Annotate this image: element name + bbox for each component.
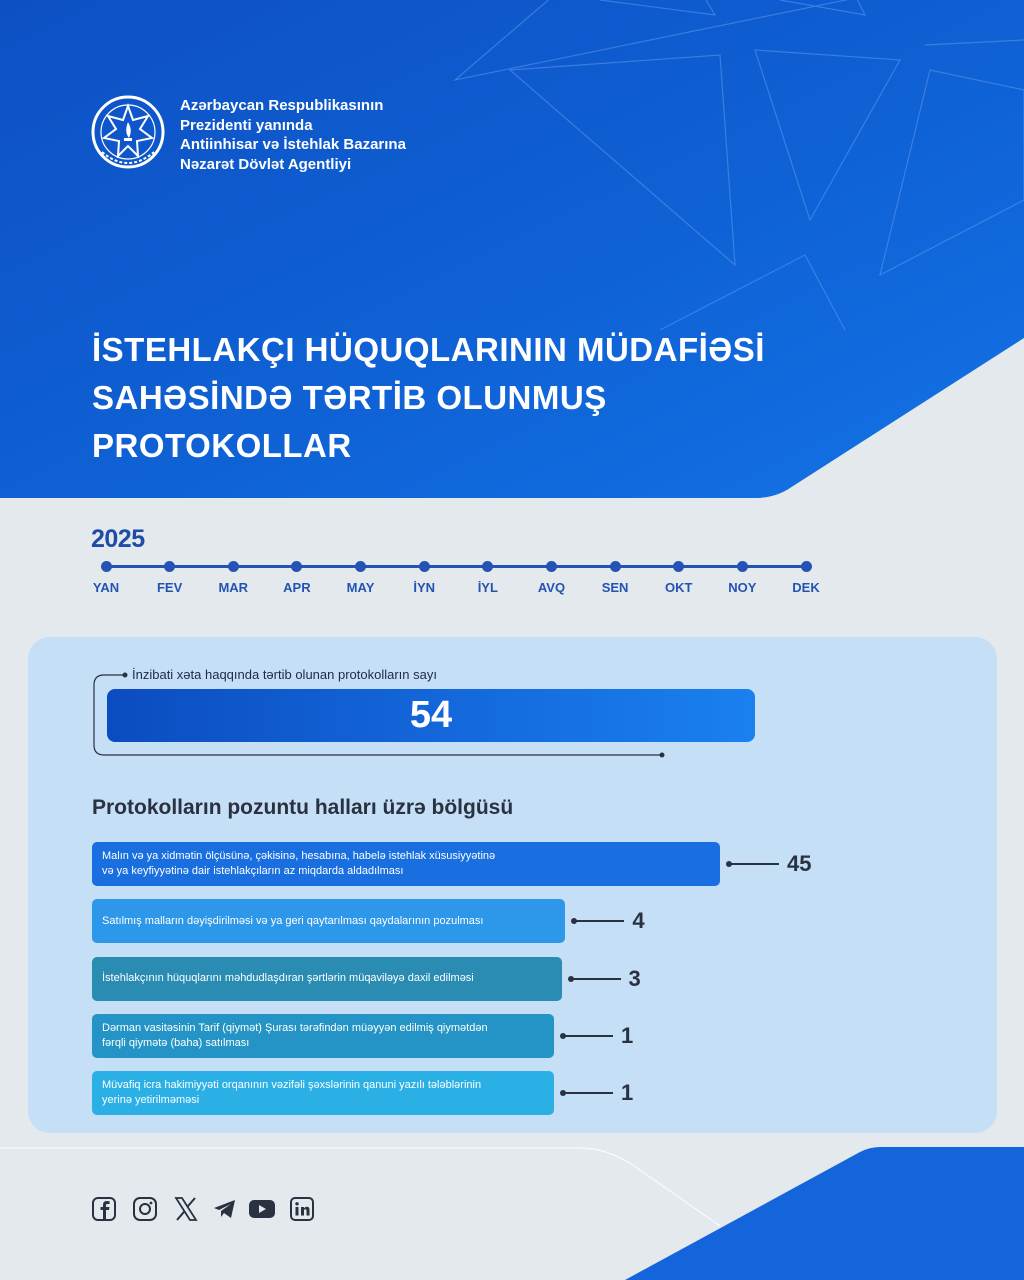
timeline-month-label: NOY <box>728 580 757 595</box>
breakdown-connector-dot <box>568 976 574 982</box>
breakdown-connector-dot <box>560 1033 566 1039</box>
timeline-month-label: APR <box>283 580 311 595</box>
instagram-icon[interactable] <box>132 1196 158 1222</box>
breakdown-connector <box>571 978 621 980</box>
agency-name-line: Prezidenti yanında <box>180 116 313 134</box>
timeline-month-label: İYN <box>413 580 435 595</box>
breakdown-bar <box>92 899 565 943</box>
breakdown-connector <box>574 920 624 922</box>
breakdown-value-label: 45 <box>787 851 812 876</box>
agency-name-line: Nəzarət Dövlət Agentliyi <box>180 155 352 173</box>
timeline-dot <box>482 561 493 572</box>
timeline-dot <box>291 561 302 572</box>
timeline-month-label: YAN <box>92 580 120 595</box>
timeline-month-label: SEN <box>601 580 629 595</box>
breakdown-value-label: 1 <box>621 1022 634 1048</box>
timeline-month-label: FEV <box>156 580 183 595</box>
x-icon[interactable] <box>173 1196 199 1222</box>
breakdown-connector <box>729 863 779 865</box>
timeline-dot <box>546 561 557 572</box>
telegram-icon[interactable] <box>212 1196 238 1222</box>
agency-emblem-icon <box>88 88 168 176</box>
total-protocols-bar <box>107 689 755 742</box>
timeline-dot <box>228 561 239 572</box>
agency-name-line: Azərbaycan Respublikasının <box>180 97 384 114</box>
breakdown-bar-label <box>102 849 495 879</box>
agency-name <box>180 96 406 174</box>
breakdown-bar-label-line: İstehlakçının hüquqlarını məhdudlaşdıran şərtlərin müqaviləyə daxil edilməsi <box>102 972 474 984</box>
page-title-line: PROTOKOLLAR <box>92 427 352 464</box>
timeline-line <box>106 565 806 568</box>
breakdown-bar-label-line: Müvafiq icra hakimiyyəti orqanının vəzifəli şəxslərinin qanuni yazılı tələblərinin <box>102 1079 482 1091</box>
page-title-line: İSTEHLAKÇI HÜQUQLARININ MÜDAFİƏSİ <box>92 331 765 368</box>
timeline-dot <box>610 561 621 572</box>
timeline-year: 2025 <box>91 525 145 553</box>
breakdown-bar-label <box>102 914 483 929</box>
youtube-icon[interactable] <box>248 1196 276 1222</box>
breakdown-connector <box>563 1092 613 1094</box>
breakdown-connector-dot <box>726 861 732 867</box>
breakdown-connector <box>563 1035 613 1037</box>
breakdown-bar-label-line: fərqli qiymətə (baha) satılması <box>102 1036 250 1049</box>
timeline-month-label: İYL <box>477 580 498 595</box>
timeline-month-label: MAY <box>346 580 375 595</box>
breakdown-bar-label-line: Dərman vasitəsinin Tarif (qiymət) Şurası tərəfindən müəyyən edilmiş qiymətdən <box>102 1021 488 1034</box>
breakdown-value-label: 1 <box>621 1080 634 1105</box>
linkedin-icon[interactable] <box>289 1196 315 1222</box>
total-protocols-label: İnzibati xəta haqqında tərtib olunan protokolların sayı <box>132 667 437 682</box>
breakdown-bar-label-line: və ya keyfiyyətinə dair istehlakçıların az miqdarda aldadılması <box>102 865 404 877</box>
timeline-dot <box>355 561 366 572</box>
breakdown-value-label: 3 <box>628 965 641 991</box>
page-title-line: SAHƏSİNDƏ TƏRTİB OLUNMUŞ <box>92 379 607 416</box>
breakdown-bar-label-line: yerinə yetirilməməsi <box>102 1094 200 1106</box>
breakdown-bar-label-line: Malın və ya xidmətin ölçüsünə, çəkisinə, hesabına, habelə istehlak xüsusiyyətinə <box>102 850 496 862</box>
timeline-month-label: AVQ <box>537 580 566 595</box>
timeline-month-label: MAR <box>218 580 249 595</box>
breakdown-bar <box>92 957 562 1001</box>
breakdown-value-label: 4 <box>632 908 645 934</box>
timeline-dot <box>737 561 748 572</box>
page-title <box>92 326 852 470</box>
breakdown-bar <box>92 1014 554 1058</box>
timeline-dot <box>164 561 175 572</box>
agency-name-line: Antiinhisar və İstehlak Bazarına <box>180 136 406 153</box>
breakdown-bar-label-line: Satılmış malların dəyişdirilməsi və ya geri qaytarılması qaydalarının pozulması <box>102 914 484 927</box>
breakdown-bar-label <box>102 1021 488 1051</box>
total-protocols-value: 54 <box>409 694 453 736</box>
timeline-dot <box>419 561 430 572</box>
timeline-dot <box>101 561 112 572</box>
breakdown-title: Protokolların pozuntu halları üzrə bölgüsü <box>92 796 514 819</box>
breakdown-connector-dot <box>560 1090 566 1096</box>
breakdown-bar <box>92 1071 554 1115</box>
timeline-month-label: DEK <box>792 580 820 595</box>
facebook-icon[interactable] <box>91 1196 117 1222</box>
timeline-dot <box>673 561 684 572</box>
month-timeline <box>0 555 1024 605</box>
breakdown-bar <box>92 842 720 886</box>
breakdown-bar-label <box>102 1078 481 1108</box>
timeline-month-label: OKT <box>664 580 693 595</box>
breakdown-bar-label <box>102 971 474 986</box>
timeline-dot <box>801 561 812 572</box>
